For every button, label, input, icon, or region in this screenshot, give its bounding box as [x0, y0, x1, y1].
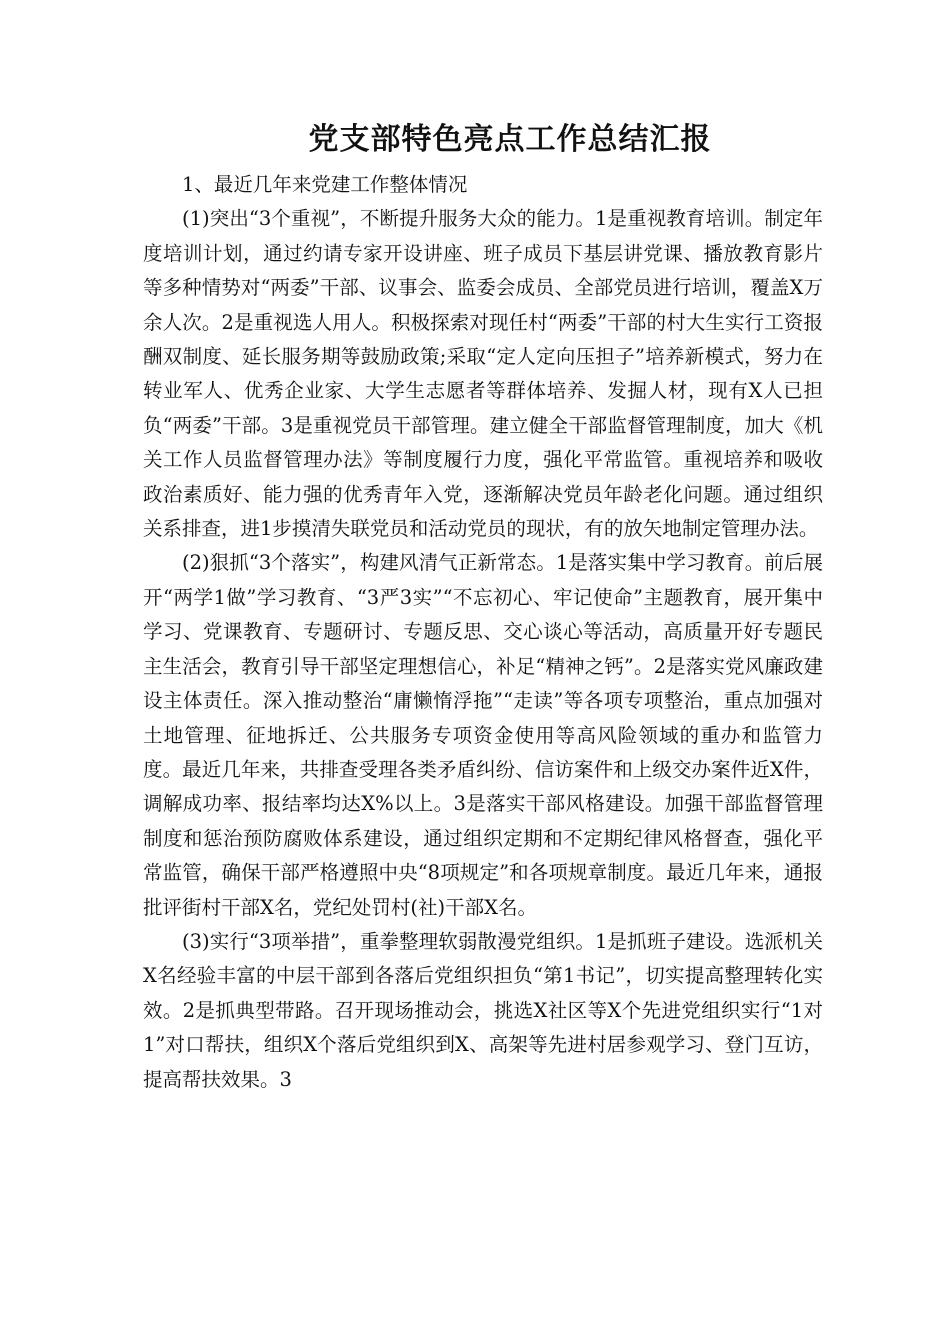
section-heading: 1、最近几年来党建工作整体情况 — [182, 173, 468, 196]
paragraph-3: (3)实行“3项举措”，重拳整理软弱散漫党组织。1是抓班子建设。选派机关X名经验丰富的中层干部到各落后党组织担负“第1书记”，切实提高整理转化实效。2是抓典型带路。召开现场推动会，挑选X社区等X个先进党组织实行“1对1”对口帮扶，组织X个落后党组织到X、高架等先进村居参观学习、登门互访，提高帮扶效果。3 — [143, 929, 823, 1091]
document-title: 党支部特色亮点工作总结汇报 — [308, 122, 712, 157]
paragraph-2: (2)狠抓“3个落实”，构建风清气正新常态。1是落实集中学习教育。前后展开“两学1做”学习教育、“3严3实”“不忘初心、牢记使命”主题教育，展开集中学习、党课教育、专题研讨、专题反思、交心谈心等活动，高质量开好专题民主生活会，教育引导干部坚定理想信心，补足“精神之钙”。2是落实党风廉政建设主体责任。深入推动整治“庸懒惰浮拖”“走读”等各项专项整治，重点加强对土地管理、征地拆迁、公共服务专项资金使用等高风险领域的重办和监管力度。最近几年来，共排查受理各类矛盾纠纷、信访案件和上级交办案件近X件，调解成功率、报结率均达X%以上。3是落实干部风格建设。加强干部监督管理制度和惩治预防腐败体系建设，通过组织定期和不定期纪律风格督查，强化平常监管，确保干部严格遵照中央“8项规定”和各项规章制度。最近几年来，通报批评街村干部X名，党纪处罚村(社)干部X名。 — [143, 551, 823, 919]
paragraph-1: (1)突出“3个重视”，不断提升服务大众的能力。1是重视教育培训。制定年度培训计划，通过约请专家开设讲座、班子成员下基层讲党课、播放教育影片等多种情势对“两委”干部、议事会、监委会成员、全部党员进行培训，覆盖X万余人次。2是重视选人用人。积极探索对现任村“两委”干部的村大生实行工资报酬双制度、延长服务期等鼓励政策;采取“定人定向压担子”培养新模式，努力在转业军人、优秀企业家、大学生志愿者等群体培养、发掘人材，现有X人已担负“两委”干部。3是重视党员干部管理。建立健全干部监督管理制度，加大《机关工作人员监督管理办法》等制度履行力度，强化平常监管。重视培养和吸收政治素质好、能力强的优秀青年入党，逐渐解决党员年龄老化问题。通过组织关系排查，进1步摸清失联党员和活动党员的现状，有的放矢地制定管理办法。 — [143, 207, 823, 541]
document-body — [143, 168, 823, 1097]
